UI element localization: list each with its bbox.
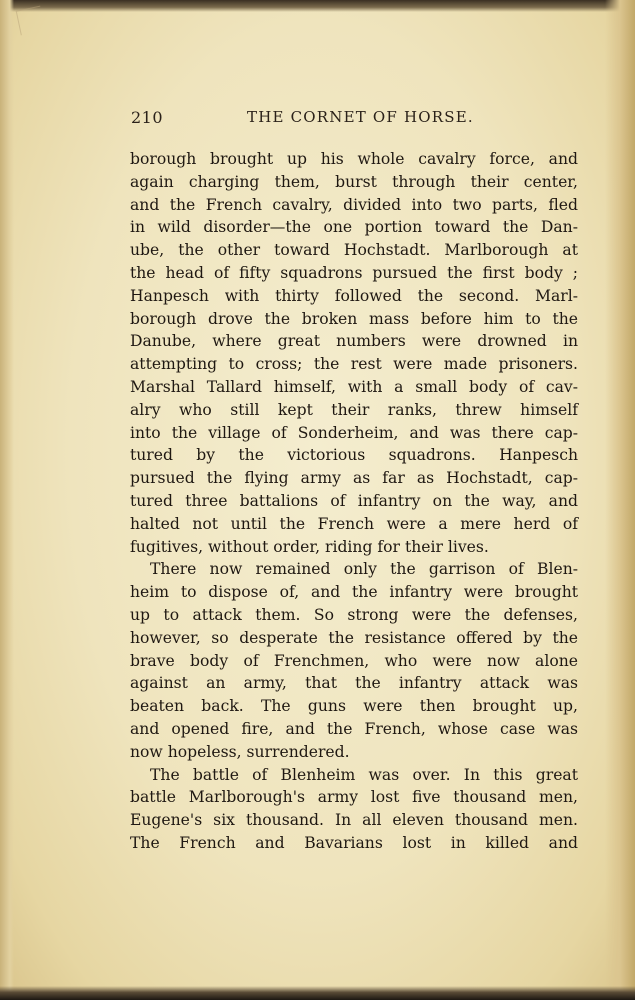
text-line: borough drove the broken mass before him to the — [130, 309, 578, 328]
text-line: brave body of Frenchmen, who were now alone — [130, 651, 578, 670]
text-line: ube, the other toward Hochstadt. Marlborough at — [130, 241, 578, 260]
text-line: Hanpesch with thirty followed the second. Marl- — [130, 286, 578, 305]
text-line: and opened fire, and the French, whose case was — [130, 719, 578, 738]
text-line-paragraph-start: There now remained only the garrison of Blen- — [150, 560, 578, 579]
body-text — [130, 148, 578, 855]
text-line: tured by the victorious squadrons. Hanpesch — [130, 446, 578, 465]
text-line: heim to dispose of, and the infantry were brought — [130, 583, 578, 602]
page-header — [131, 108, 577, 134]
text-line: beaten back. The guns were then brought up, — [130, 697, 578, 716]
text-line: and the French cavalry, divided into two parts, fled — [130, 195, 578, 214]
page-left-edge — [0, 0, 14, 1000]
page-bottom-shadow — [0, 986, 635, 1000]
page-top-shadow — [0, 0, 635, 12]
text-line: up to attack them. So strong were the defenses, — [130, 605, 578, 624]
page-right-edge — [605, 0, 635, 1000]
running-title: THE CORNET OF HORSE. — [247, 108, 474, 126]
text-line: attempting to cross; the rest were made prisoners. — [130, 355, 578, 374]
text-line: now hopeless, surrendered. — [130, 742, 350, 761]
text-line: into the village of Sonderheim, and was there cap- — [130, 423, 578, 442]
page-number: 210 — [131, 108, 164, 127]
text-line-paragraph-start: The battle of Blenheim was over. In this great — [150, 765, 578, 784]
text-line: Eugene's six thousand. In all eleven thousand men. — [130, 811, 578, 830]
text-line: pursued the flying army as far as Hochstadt, cap- — [130, 469, 578, 488]
text-line: in wild disorder—the one portion toward the Dan- — [130, 218, 578, 237]
text-line: Marshal Tallard himself, with a small body of cav- — [130, 377, 578, 396]
text-line: fugitives, without order, riding for their lives. — [130, 537, 489, 556]
text-line: borough brought up his whole cavalry force, and — [130, 150, 578, 168]
text-line: battle Marlborough's army lost five thousand men, — [130, 788, 578, 807]
text-line: the head of fifty squadrons pursued the first body ; — [130, 263, 578, 282]
text-line: halted not until the French were a mere herd of — [130, 514, 578, 533]
corner-fold-mark — [16, 6, 46, 36]
text-line: however, so desperate the resistance offered by the — [130, 628, 578, 647]
text-line: again charging them, burst through their center, — [130, 172, 578, 191]
text-line: The French and Bavarians lost in killed and — [130, 833, 578, 852]
text-line: Danube, where great numbers were drowned in — [130, 332, 578, 351]
text-line: tured three battalions of infantry on the way, and — [130, 491, 578, 510]
text-line: against an army, that the infantry attack was — [130, 674, 578, 693]
text-line: alry who still kept their ranks, threw himself — [130, 400, 578, 419]
